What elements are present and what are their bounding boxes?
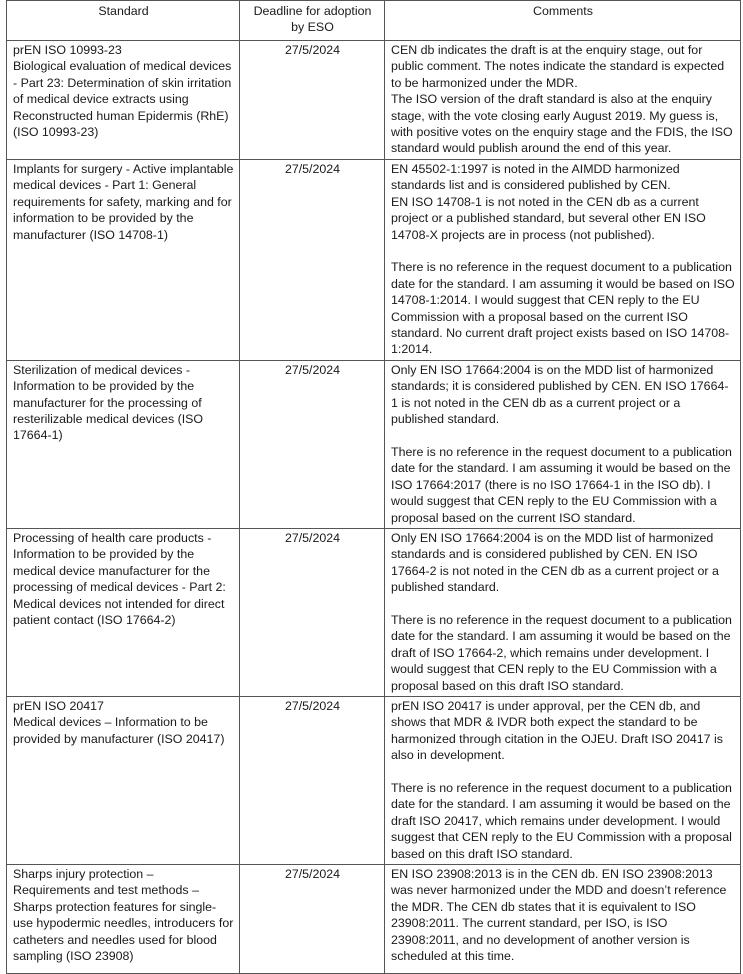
standard-cell [7,528,240,696]
standard-cell [7,160,240,361]
table-row [7,41,741,160]
comments-cell [385,696,741,864]
comment-paragraph: EN ISO 23908:2013 is in the CEN db. EN ISO 23908:2013 was never harmonized under the MDD and doesn’t reference the MDR. The CEN db states that it is equivalent to ISO 23908:2011. The current standard, per ISO, is ISO 23908:2011, and no development of another version is scheduled at this time. [391,867,727,964]
deadline-cell: 27/5/2024 [240,41,385,160]
table-row [7,360,741,528]
standard-cell [7,865,240,974]
standard-text: Sterilization of medical devices - Information to be provided by the manufacturer for the processing of resterilizable medical devices (ISO 17664-1) [13,362,204,443]
deadline-cell: 27/5/2024 [240,865,385,974]
table-row [7,160,741,361]
comments-cell [385,528,741,696]
standard-cell [7,696,240,864]
standard-cell [7,41,240,160]
standard-text: prEN ISO 10993-23 Biological evaluation of medical devices - Part 23: Determination of skin irritation of medical device extracts using Reconstructed human Epidermis (RhE) (ISO 10993-23) [13,43,232,140]
table-row [7,528,741,696]
comment-paragraph: prEN ISO 20417 is under approval, per the CEN db, and shows that MDR & IVDR both expect the standard to be harmonized through citation in the OJEU. Draft ISO 20417 is also in development. [391,698,723,763]
header-comments: Comments [385,1,741,41]
standard-text: Implants for surgery - Active implantable medical devices - Part 1: General requirements for safety, marking and for information to be provided by the manufacturer (ISO 14708-1) [13,162,234,242]
deadline-cell: 27/5/2024 [240,160,385,361]
table-row [7,865,741,974]
comments-cell [385,865,741,974]
standard-text: Sharps injury protection – Requirements and test methods – Sharps protection features for single-use hypodermic needles, introducers for catheters and needles used for blood sampling (ISO 23908) [13,867,234,964]
standard-text: prEN ISO 20417 Medical devices – Information to be provided by manufacturer (ISO 20417) [13,698,225,746]
comment-paragraph: EN 45502-1:1997 is noted in the AIMDD harmonized standards list and is considered published by CEN. EN ISO 14708-1 is not noted in the CEN db as a current project or a published standard, but several other EN ISO 14708-X projects are in process (not published). [391,162,706,242]
comment-paragraph: There is no reference in the request document to a publication date for the standard. I am assuming it would be based on the draft ISO 20417, which remains under development. I would suggest that CEN reply to the EU Commission with a proposal based on this draft ISO standard. [391,780,732,861]
comment-paragraph: There is no reference in the request document to a publication date for the standard. I am assuming it would be based on ISO 14708-1:2014. I would suggest that CEN reply to the EU Commission with a proposal based on the current ISO standard. No current draft project exists based on ISO 14708-1:2014. [391,260,735,357]
comment-paragraph: Only EN ISO 17664:2004 is on the MDD list of harmonized standards; it is considered published by CEN. EN ISO 17664-1 is not noted in the CEN db as a current project or a published standard. [391,362,729,427]
comments-cell [385,41,741,160]
comment-paragraph: Only EN ISO 17664:2004 is on the MDD list of harmonized standards and is considered published by CEN. EN ISO 17664-2 is not noted in the CEN db as a current project or a published standard. [391,530,719,595]
table-row [7,696,741,864]
comment-paragraph: There is no reference in the request document to a publication date for the standard. I am assuming it would be based on the ISO 17664:2017 (there is no ISO 17664-1 in the ISO db). I would suggest that CEN reply to the EU Commission with a proposal based on the current ISO standard. [391,444,732,525]
deadline-cell: 27/5/2024 [240,528,385,696]
standard-cell [7,360,240,528]
deadline-cell: 27/5/2024 [240,360,385,528]
header-standard: Standard [7,1,240,41]
header-row [7,1,741,41]
standards-table [6,0,741,974]
standard-text: Processing of health care products - Information to be provided by the medical device manufacturer for the processing of medical devices - Part 2: Medical devices not intended for direct patient contact (ISO 17664-2) [13,530,226,627]
comments-cell [385,160,741,361]
comments-cell [385,360,741,528]
comment-paragraph: CEN db indicates the draft is at the enquiry stage, out for public comment. The notes indicate the standard is expected to be harmonized under the MDR. The ISO version of the draft standard is also at the enquiry stage, with the vote closing early August 2019. My guess is, with positive votes on the enquiry stage and the FDIS, the ISO standard would publish around the end of this year. [391,43,733,156]
deadline-cell: 27/5/2024 [240,696,385,864]
comment-paragraph: There is no reference in the request document to a publication date for the standard. I am assuming it would be based on the draft of ISO 17664-2, which remains under development. I would suggest that CEN reply to the EU Commission with a proposal based on this draft ISO standard. [391,612,732,693]
header-deadline: Deadline for adoption by ESO [240,1,385,41]
